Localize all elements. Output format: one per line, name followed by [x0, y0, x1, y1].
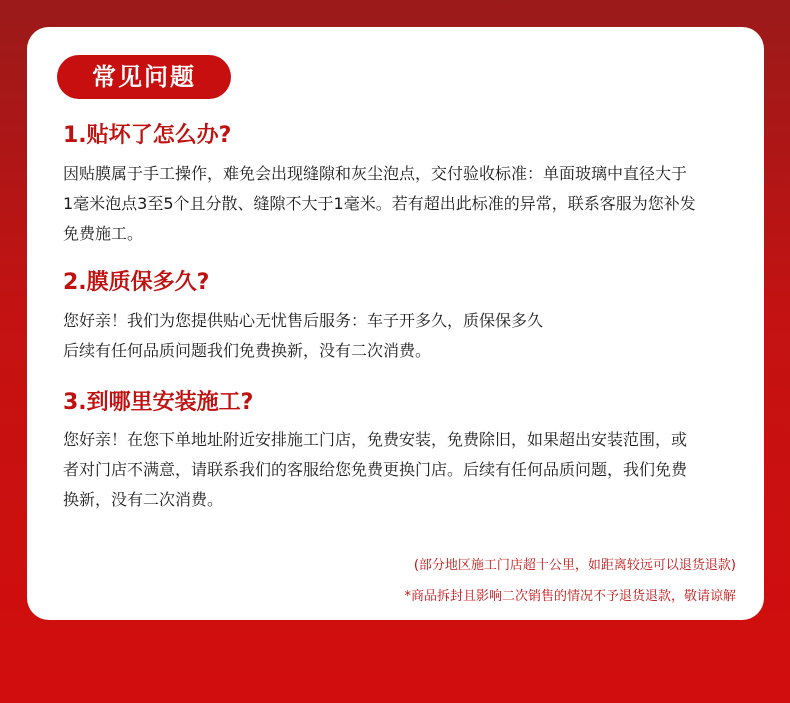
page-title: 常见问题	[57, 55, 231, 99]
faq-question-1: 1.贴坏了怎么办?	[63, 123, 232, 148]
faq-answer-3-line-1: 您好亲！在您下单地址附近安排施工门店，免费安装，免费除旧，如果超出安装范围，或	[63, 430, 688, 449]
faq-answer-3-line-2: 者对门店不满意，请联系我们的客服给您免费更换门店。后续有任何品质问题，我们免费	[63, 460, 688, 479]
faq-question-3: 3.到哪里安装施工?	[63, 390, 254, 415]
faq-answer-3	[63, 425, 743, 515]
faq-answer-1	[63, 159, 743, 249]
faq-answer-1-line-2: 1毫米泡点3至5个且分散、缝隙不大于1毫米。若有超出此标准的异常，联系客服为您补发	[63, 194, 696, 213]
faq-answer-1-line-3: 免费施工。	[63, 224, 144, 243]
faq-answer-2-line-1: 您好亲！我们为您提供贴心无忧售后服务：车子开多久，质保保多久	[63, 311, 544, 330]
distance-note: (部分地区施工门店超十公里，如距离较远可以退货退款)	[413, 558, 736, 573]
faq-answer-1-line-1: 因贴膜属于手工操作，难免会出现缝隙和灰尘泡点，交付验收标准：单面玻璃中直径大于	[63, 164, 688, 183]
faq-question-2: 2.膜质保多久?	[63, 270, 210, 295]
faq-card	[27, 27, 764, 620]
faq-answer-2	[63, 306, 743, 366]
faq-answer-2-line-2: 后续有任何品质问题我们免费换新，没有二次消费。	[63, 341, 432, 360]
return-policy-note: *商品拆封且影响二次销售的情况不予退货退款，敬请谅解	[404, 589, 736, 604]
faq-answer-3-line-3: 换新，没有二次消费。	[63, 490, 224, 509]
